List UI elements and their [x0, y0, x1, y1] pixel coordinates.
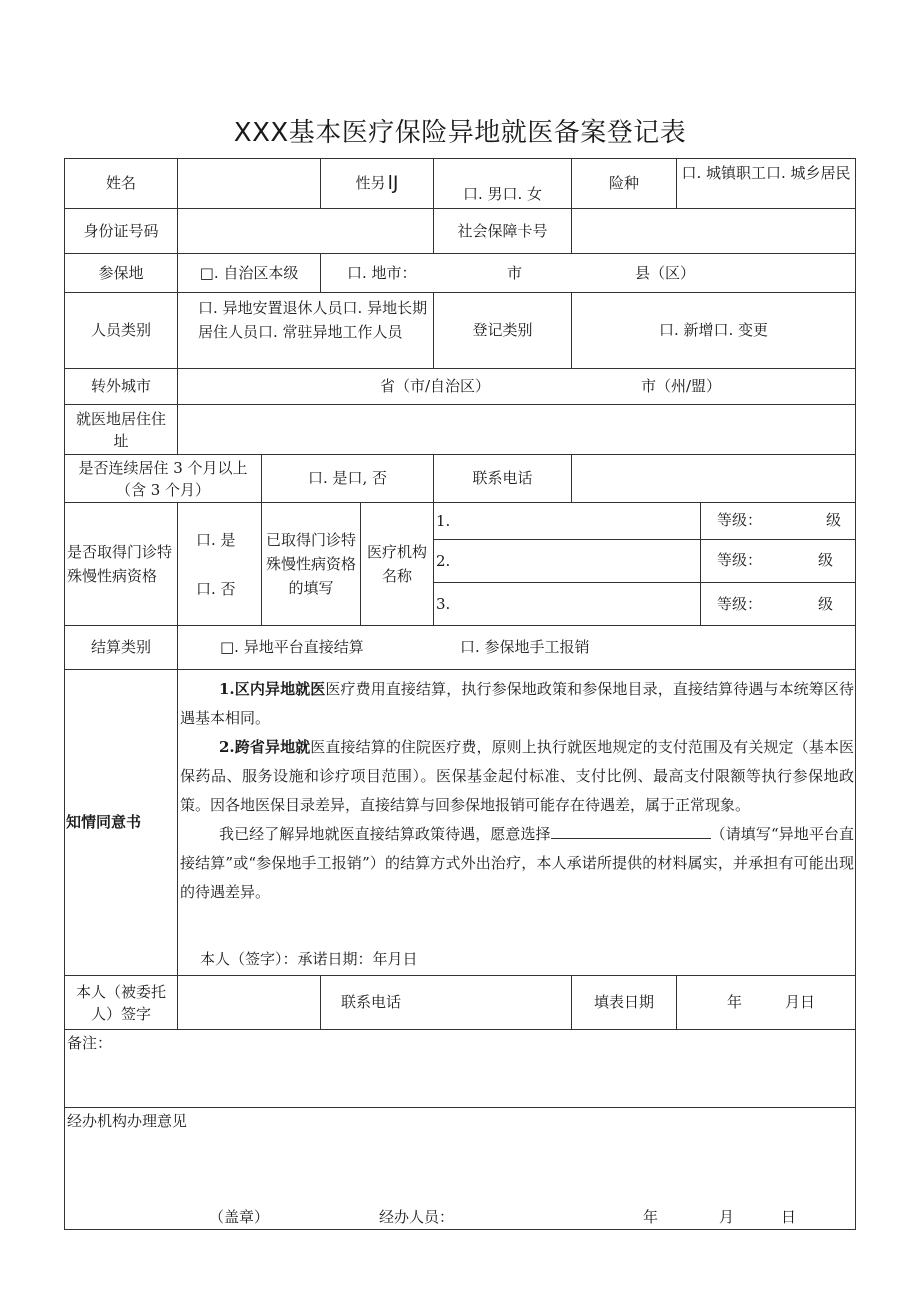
consent-p1-text: 医疗费用直接结算，执行参保地政策和参保地目录，直接结算待遇与本统筹区待遇基本相同。: [180, 680, 854, 727]
insurance-options-cell[interactable]: [676, 158, 856, 209]
fill-date-year: 年: [727, 993, 743, 1011]
institution-grade-1-cell[interactable]: [700, 502, 856, 540]
institution-label: 医疗机构名称: [366, 543, 427, 585]
form-title: XXX基本医疗保险异地就医备案登记表: [233, 118, 687, 148]
consent-sign-line: 本人（签字）：承诺日期：年月日: [200, 950, 418, 968]
chronic-label-cell: [64, 502, 178, 626]
insurance-options[interactable]: 口. 城镇职工口. 城乡居民: [681, 164, 851, 182]
sign-phone-label: 联系电话: [341, 993, 402, 1011]
transfer-city-suffix: 市（州/盟）: [641, 377, 722, 395]
institution-grade-label-1: 等级：: [717, 511, 763, 529]
gender-label: 性另: [355, 174, 386, 192]
consent-label: 知情同意书: [66, 813, 142, 831]
reg-options-cell[interactable]: [571, 292, 856, 369]
settlement-choice-blank[interactable]: [551, 820, 711, 839]
settle-label: 结算类别: [90, 638, 151, 656]
enroll-city-option[interactable]: 口. 地市：: [347, 264, 417, 282]
consent-p2-text: 医直接结算的住院医疗费，原则上执行就医地规定的支付范围及有关规定（基本医保药品、服务设施和诊疗项目范围）。医保基金起付标准、支付比例、最高支付限额等执行参保地政策。因各地医保目录差异，直接结算与回参保地报销可能存在待遇差，属于正常现象。: [180, 738, 854, 814]
address-label: 就医地居住住址: [75, 409, 166, 450]
chronic-fill-note: 已取得门诊特殊慢性病资格的填写: [266, 531, 357, 597]
consent-p3-text-b: （请填写“异地平台直接结算”或“参保地手工报销”）的结算方式外出治疗，本人承诺所提供的材料属实，并承担有可能出现的待遇差异。: [180, 825, 854, 901]
enroll-city-cell[interactable]: [320, 253, 856, 293]
name-input-cell[interactable]: [177, 158, 321, 209]
address-input-cell[interactable]: [177, 404, 856, 455]
transfer-label: 转外城市: [90, 377, 151, 395]
consent-paragraph-2: [180, 733, 854, 820]
institution-name-1-cell[interactable]: [433, 502, 701, 540]
institution-num-3: 3.: [436, 594, 451, 613]
settle-manual-option[interactable]: 口. 参保地手工报销: [460, 638, 590, 656]
id-label: 身份证号码: [83, 221, 159, 240]
consent-p1-bold: 1.区内异地就医: [219, 680, 326, 698]
enroll-label-cell: [64, 253, 178, 293]
chronic-no-option[interactable]: 口. 否: [196, 580, 236, 598]
card-input-cell[interactable]: [571, 208, 856, 254]
person-label-cell: [64, 292, 178, 369]
settle-direct-option[interactable]: □. 异地平台直接结算: [220, 638, 364, 656]
opinion-day: 日: [781, 1208, 797, 1226]
name-label: 姓名: [105, 174, 136, 192]
person-options-cell[interactable]: [177, 292, 434, 369]
chronic-yes-option[interactable]: 口. 是: [196, 531, 236, 549]
chronic-note-cell: [261, 502, 361, 626]
gender-options-cell[interactable]: [433, 158, 572, 209]
institution-grade-2-cell[interactable]: [700, 539, 856, 583]
opinion-month: 月: [719, 1208, 735, 1226]
institution-grade-3-cell[interactable]: [700, 582, 856, 626]
consent-text-cell: [177, 669, 856, 976]
opinion-handler: 经办人员：: [379, 1208, 455, 1226]
reg-label: 登记类别: [472, 321, 533, 339]
enroll-city-suffix: 市: [507, 264, 523, 282]
sign-label-cell: [64, 975, 178, 1030]
consent-p2-bold: 2.跨省异地就: [219, 738, 311, 756]
reg-label-cell: [433, 292, 572, 369]
enroll-region-option[interactable]: □. 自治区本级: [199, 263, 299, 282]
institution-label-cell: [360, 502, 434, 626]
address-label-cell: [64, 404, 178, 455]
insurance-label: 险种: [608, 174, 639, 192]
settle-label-cell: [64, 625, 178, 670]
fill-date-input-cell[interactable]: [676, 975, 856, 1030]
fill-date-label: 填表日期: [593, 993, 654, 1011]
fill-date-month-day: 月日: [785, 993, 816, 1011]
gender-options[interactable]: 口. 男口. 女: [462, 185, 543, 203]
sign-phone-cell[interactable]: [320, 975, 572, 1030]
institution-num-1: 1.: [436, 511, 451, 530]
person-label: 人员类别: [90, 321, 151, 339]
card-label: 社会保障卡号: [457, 221, 548, 240]
opinion-year: 年: [643, 1208, 659, 1226]
consent-p3-text-a: 我已经了解异地就医直接结算政策待遇，愿意选择: [219, 825, 551, 843]
phone-input-cell[interactable]: [571, 454, 856, 503]
institution-name-3-cell[interactable]: [433, 582, 701, 626]
gender-label-cell: [320, 158, 434, 209]
institution-num-2: 2.: [436, 551, 451, 570]
enroll-county-suffix: 县（区）: [635, 264, 696, 282]
id-label-cell: [64, 208, 178, 254]
institution-grade-suffix-1: 级: [826, 511, 842, 529]
phone-label: 联系电话: [472, 469, 533, 487]
remarks-label: 备注：: [67, 1034, 113, 1052]
enroll-region-cell[interactable]: [177, 253, 321, 293]
person-options[interactable]: 口. 异地安置退休人员口. 异地长期居住人员口. 常驻异地工作人员: [198, 299, 428, 341]
institution-grade-suffix-2: 级: [818, 551, 834, 569]
consent-paragraph-1: [180, 675, 854, 733]
opinion-cell[interactable]: [64, 1107, 856, 1230]
name-label-cell: [64, 158, 178, 209]
consent-label-cell: [64, 669, 178, 976]
transfer-input-cell[interactable]: [177, 368, 856, 405]
consent-paragraph-3: [180, 820, 854, 907]
enroll-label: 参保地: [98, 263, 144, 282]
remarks-cell[interactable]: [64, 1029, 856, 1108]
gender-mark: lJ: [387, 172, 399, 194]
settle-options-cell[interactable]: [177, 625, 856, 670]
transfer-label-cell: [64, 368, 178, 405]
residence-label: 是否连续居住 3 个月以上（含 3 个月）: [78, 458, 248, 499]
residence-options[interactable]: 口. 是口, 否: [307, 469, 388, 487]
id-input-cell[interactable]: [177, 208, 434, 254]
opinion-label: 经办机构办理意见: [67, 1112, 188, 1130]
sign-label: 本人（被委托人）签字: [75, 982, 166, 1023]
opinion-seal: （盖章）: [209, 1208, 270, 1226]
institution-grade-suffix-3: 级: [818, 595, 834, 613]
sign-input-cell[interactable]: [177, 975, 321, 1030]
reg-options[interactable]: 口. 新增口. 变更: [658, 321, 769, 339]
institution-name-2-cell[interactable]: [433, 539, 701, 583]
residence-options-cell[interactable]: [261, 454, 434, 503]
chronic-label: 是否取得门诊特殊慢性病资格: [67, 543, 173, 585]
fill-date-label-cell: [571, 975, 677, 1030]
residence-label-cell: [64, 454, 262, 503]
institution-grade-label-2: 等级：: [717, 551, 763, 569]
institution-grade-label-3: 等级：: [717, 595, 763, 613]
chronic-options-cell[interactable]: [177, 502, 262, 626]
transfer-province-suffix: 省（市/自治区）: [380, 377, 491, 395]
phone-label-cell: [433, 454, 572, 503]
card-label-cell: [433, 208, 572, 254]
insurance-label-cell: [571, 158, 677, 209]
